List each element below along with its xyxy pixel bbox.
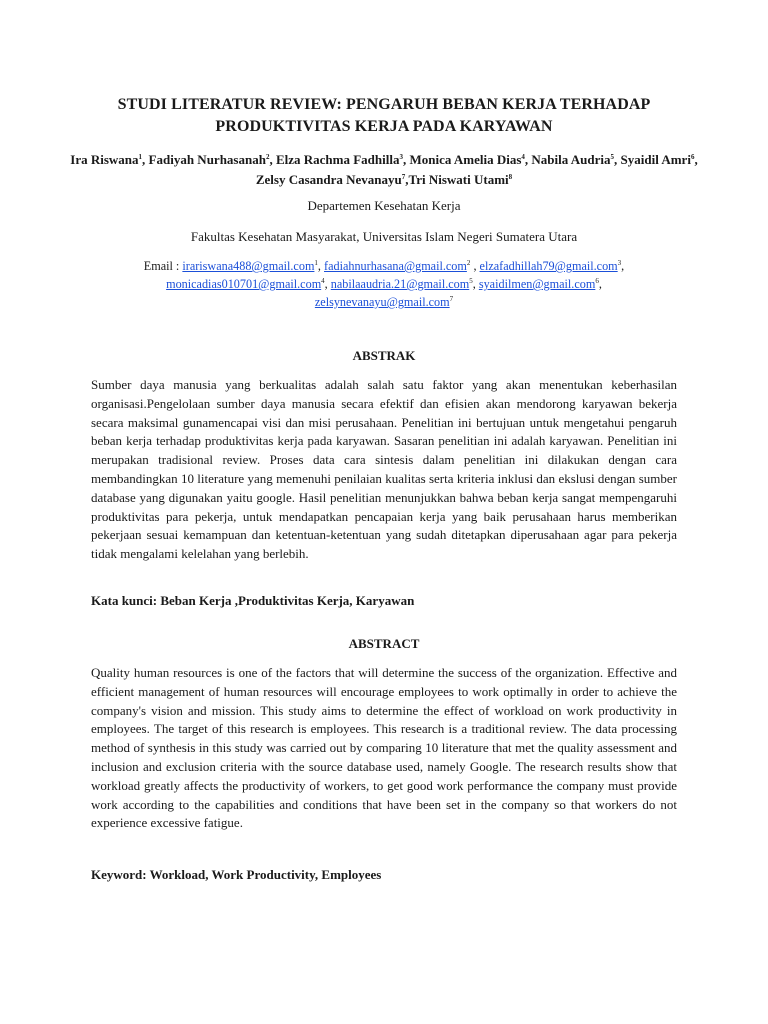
affiliation-mark: 5 [610, 153, 615, 161]
email-separator: , [598, 277, 602, 291]
email-mark: 6 [595, 277, 599, 285]
email-link[interactable]: zelsynevanayu@gmail.com [314, 295, 450, 309]
email-mark: 5 [469, 277, 473, 285]
faculty-affiliation: Fakultas Kesehatan Masyarakat, Universitas Islam Negeri Sumatera Utara [190, 229, 578, 244]
author-name: Monica Amelia Dias [409, 152, 522, 167]
author-list [70, 150, 698, 190]
email-link[interactable]: elzafadhillah79@gmail.com [479, 259, 618, 273]
affiliation-mark: 2 [265, 153, 270, 161]
author-name: Fadiyah Nurhasanah [148, 152, 266, 167]
affiliation-mark: 3 [399, 153, 403, 161]
author-name: Nabila Audria [531, 152, 611, 167]
keywords-english: Keyword: Workload, Work Productivity, Employees [91, 867, 382, 882]
affiliation-mark: 6 [690, 153, 695, 161]
author-name: Syaidil Amri [620, 152, 691, 167]
kata-kunci: Kata kunci: Beban Kerja ,Produktivitas Kerja, Karyawan [91, 593, 415, 608]
email-link[interactable]: syaidilmen@gmail.com [478, 277, 596, 291]
email-separator: , [317, 259, 325, 273]
author-name: Ira Riswana [70, 152, 139, 167]
author-separator: , [694, 152, 698, 167]
author-separator: , [402, 152, 410, 167]
email-link[interactable]: monicadias010701@gmail.com [166, 277, 322, 291]
author-name: Zelsy Casandra Nevanayu [255, 172, 402, 187]
department-affiliation: Departemen Kesehatan Kerja [307, 198, 461, 213]
affiliation-mark: 7 [401, 173, 406, 181]
email-separator: , [324, 277, 331, 291]
email-separator: , [472, 277, 479, 291]
email-mark: 2 [466, 259, 471, 267]
abstrak-body: Sumber daya manusia yang berkualitas adalah salah satu faktor yang akan menentukan keberhasilan organisasi.Pengelolaan sumber daya manusia secara efektif dan efisien akan mendorong karyawan bekerja secara maksimal gunamencapai visi dan misi perusahaan. Penelitian ini bertujuan untuk mengetahui pengaruh beban kerja terhadap produktivitas kerja pada karyawan. Sasaran penelitian ini adalah karyawan. Penelitian ini merupakan tradisional review. Proses data cara sintesis dalam penelitian ini dilakukan dengan cara membandingkan 10 literature yang memenuhi penilaian kualitas serta kriteria inklusi dan ekslusi dengan sumber database yang digunakan yaitu google. Hasil penelitian menunjukkan bahwa beban kerja sangat mempengaruhi produktivitas para pekerja, untuk mendapatkan pencapaian kerja yang baik perusahaan harus memberikan pekerjaan sesuai kemampuan dan ketentuan-ketentuan yang sudah ditetapkan diperusahaan agar para pekerja tidak mengalami kelelahan yang berlebih. [91, 377, 677, 562]
abstract-body: Quality human resources is one of the factors that will determine the success of the organization. Effective and efficient management of human resources will encourage employees to work optimally in order to achieve the company's vision and mission. This study aims to determine the effect of workload on work productivity in employees. The target of this research is employees. This research is a traditional review. The data processing method of synthesis in this study was carried out by comparing 10 literature that met the quality assessment and inclusion and exclusion criteria with the source database used, namely Google. The research results show that workload greatly affects the productivity of workers, to get good work performance the company must provide work according to the capabilities and conditions that have been set in the company so that workers do not experience excessive fatigue. [91, 665, 677, 831]
email-link[interactable]: fadiahnurhasana@gmail.com [324, 259, 467, 273]
author-separator: , [142, 152, 149, 167]
author-name: Tri Niswati Utami [408, 172, 509, 187]
email-link[interactable]: nabilaaudria.21@gmail.com [330, 277, 470, 291]
author-separator: , [269, 152, 276, 167]
email-mark: 7 [449, 295, 454, 303]
paper-title: STUDI LITERATUR REVIEW: PENGARUH BEBAN KERJA TERHADAP PRODUKTIVITAS KERJA PADA KARYAWAN [117, 96, 651, 135]
email-list [70, 257, 698, 311]
author-separator: , [405, 172, 409, 187]
email-mark: 4 [321, 277, 325, 285]
email-mark: 3 [617, 259, 622, 267]
author-separator: , [614, 152, 621, 167]
abstract-heading: ABSTRACT [348, 636, 420, 651]
email-mark: 1 [314, 259, 318, 267]
affiliation-mark: 1 [138, 153, 143, 161]
email-label: Email : [143, 259, 183, 273]
email-link[interactable]: irariswana488@gmail.com [182, 259, 315, 273]
author-separator: , [524, 152, 532, 167]
affiliation-mark: 4 [521, 153, 525, 161]
email-separator: , [470, 259, 480, 273]
author-name: Elza Rachma Fadhilla [275, 152, 400, 167]
abstrak-heading: ABSTRAK [352, 348, 416, 363]
email-separator: , [621, 259, 625, 273]
affiliation-mark: 8 [508, 173, 513, 181]
